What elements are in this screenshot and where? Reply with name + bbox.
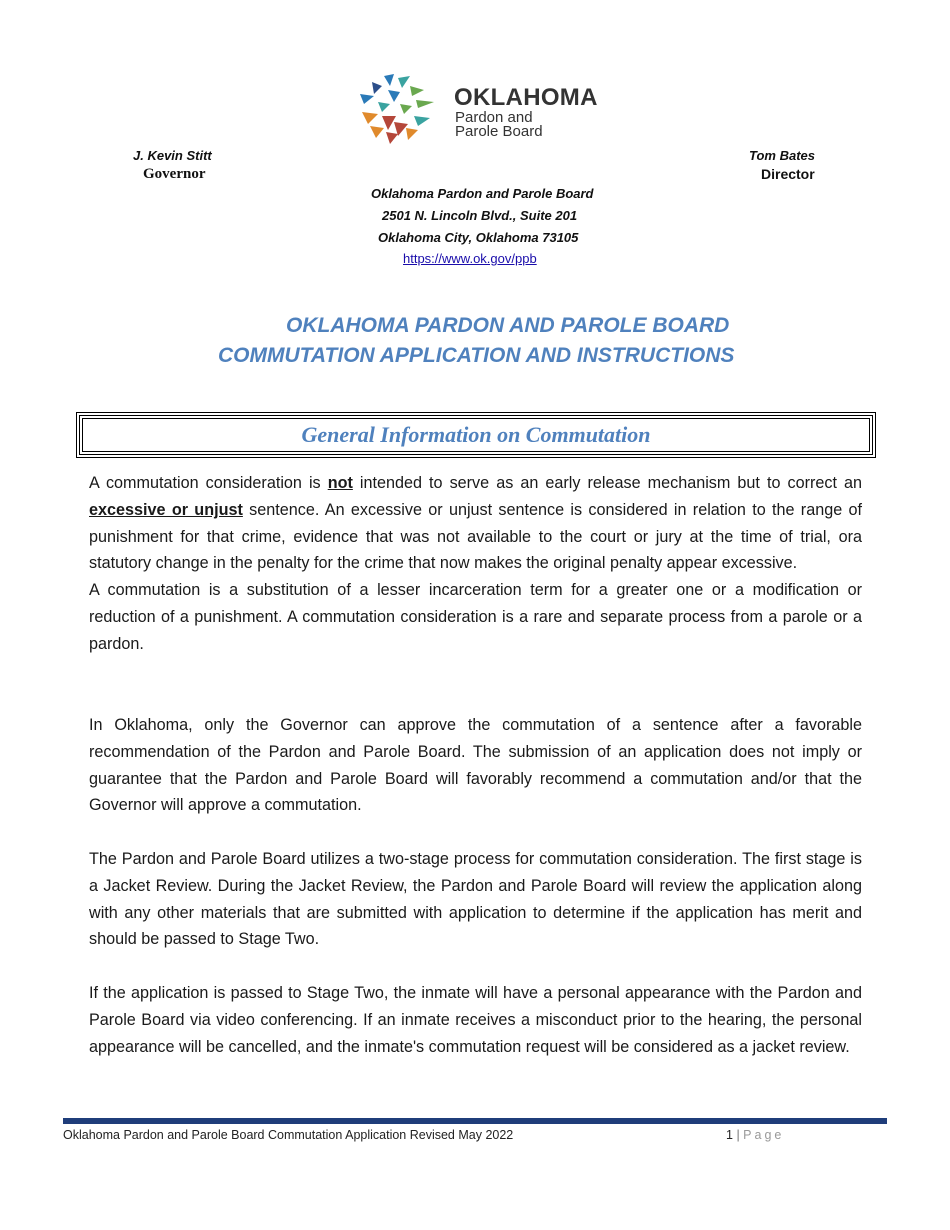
document-title-line2: COMMUTATION APPLICATION AND INSTRUCTIONS	[218, 344, 735, 367]
paragraph-commutation-definition: A commutation is a substitution of a lesser incarceration term for a greater one or a modification or reduction of a punishment. A commutation consideration is a rare and separate process from a parole or a pardon.	[89, 581, 862, 653]
director-name: Tom Bates	[749, 148, 815, 163]
emphasis-excessive-or-unjust: excessive or unjust	[89, 500, 243, 519]
section-heading-box	[76, 412, 876, 458]
address-city: Oklahoma City, Oklahoma 73105	[378, 230, 579, 245]
logo-subtitle-line2: Parole Board	[455, 123, 543, 140]
page-label: Page	[743, 1128, 785, 1142]
paragraph-commutation-purpose: A commutation consideration is not intended to serve as an early release mechanism but to correct an excessive or unjust sentence. An excessive or unjust sentence is considered in relation to the range of punishment for that crime, evidence that was not available to the court or jury at the time of trial, ora statutory change in the penalty for the crime that now makes the original penalty appear excessive. A commutation is a substitution of a lesser incarceration term for a greater one or a modification or reduction of a punishment. A commutation consideration is a rare and separate process from a parole or a pardon.	[89, 470, 862, 658]
footer-revision-text: Oklahoma Pardon and Parole Board Commutation Application Revised May 2022	[63, 1128, 514, 1142]
governor-title: Governor	[143, 166, 206, 182]
logo-subtitle-line1: Pardon and	[455, 109, 533, 126]
address-organization: Oklahoma Pardon and Parole Board	[371, 186, 594, 201]
emphasis-not: not	[327, 474, 353, 492]
footer-page-number	[726, 1128, 784, 1142]
address-street: 2501 N. Lincoln Blvd., Suite 201	[382, 208, 578, 223]
website-link[interactable]: https://www.ok.gov/ppb	[403, 251, 537, 266]
section-heading: General Information on Commutation	[301, 422, 651, 447]
director-title: Director	[761, 166, 815, 182]
footer-divider	[63, 1118, 887, 1124]
paragraph-governor-approval: In Oklahoma, only the Governor can approve the commutation of a sentence after a favorable recommendation of the Pardon and Parole Board. The submission of an application does not imply or guarantee that the Pardon and Parole Board will favorably recommend a commutation and/or that the Governor will approve a commutation.	[89, 716, 862, 815]
paragraph-two-stage-process: The Pardon and Parole Board utilizes a two-stage process for commutation consideration. The first stage is a Jacket Review. During the Jacket Review, the Pardon and Parole Board will review the application along with any other materials that are submitted with application to determine if the application has merit and should be passed to Stage Two.	[89, 850, 862, 949]
page-number: 1	[726, 1128, 733, 1142]
paragraph-stage-two: If the application is passed to Stage Two, the inmate will have a personal appearance with the Pardon and Parole Board via video conferencing. If an inmate receives a misconduct prior to the hearing, the personal appearance will be cancelled, and the inmate's commutation request will be considered as a jacket review.	[89, 984, 862, 1056]
page-separator: |	[736, 1128, 740, 1142]
star-quilt-logo-icon	[338, 72, 448, 146]
governor-name: J. Kevin Stitt	[133, 148, 212, 163]
board-logo	[338, 72, 626, 146]
logo-wordmark: OKLAHOMA	[454, 84, 598, 111]
document-title-line1: OKLAHOMA PARDON AND PAROLE BOARD	[286, 314, 730, 337]
